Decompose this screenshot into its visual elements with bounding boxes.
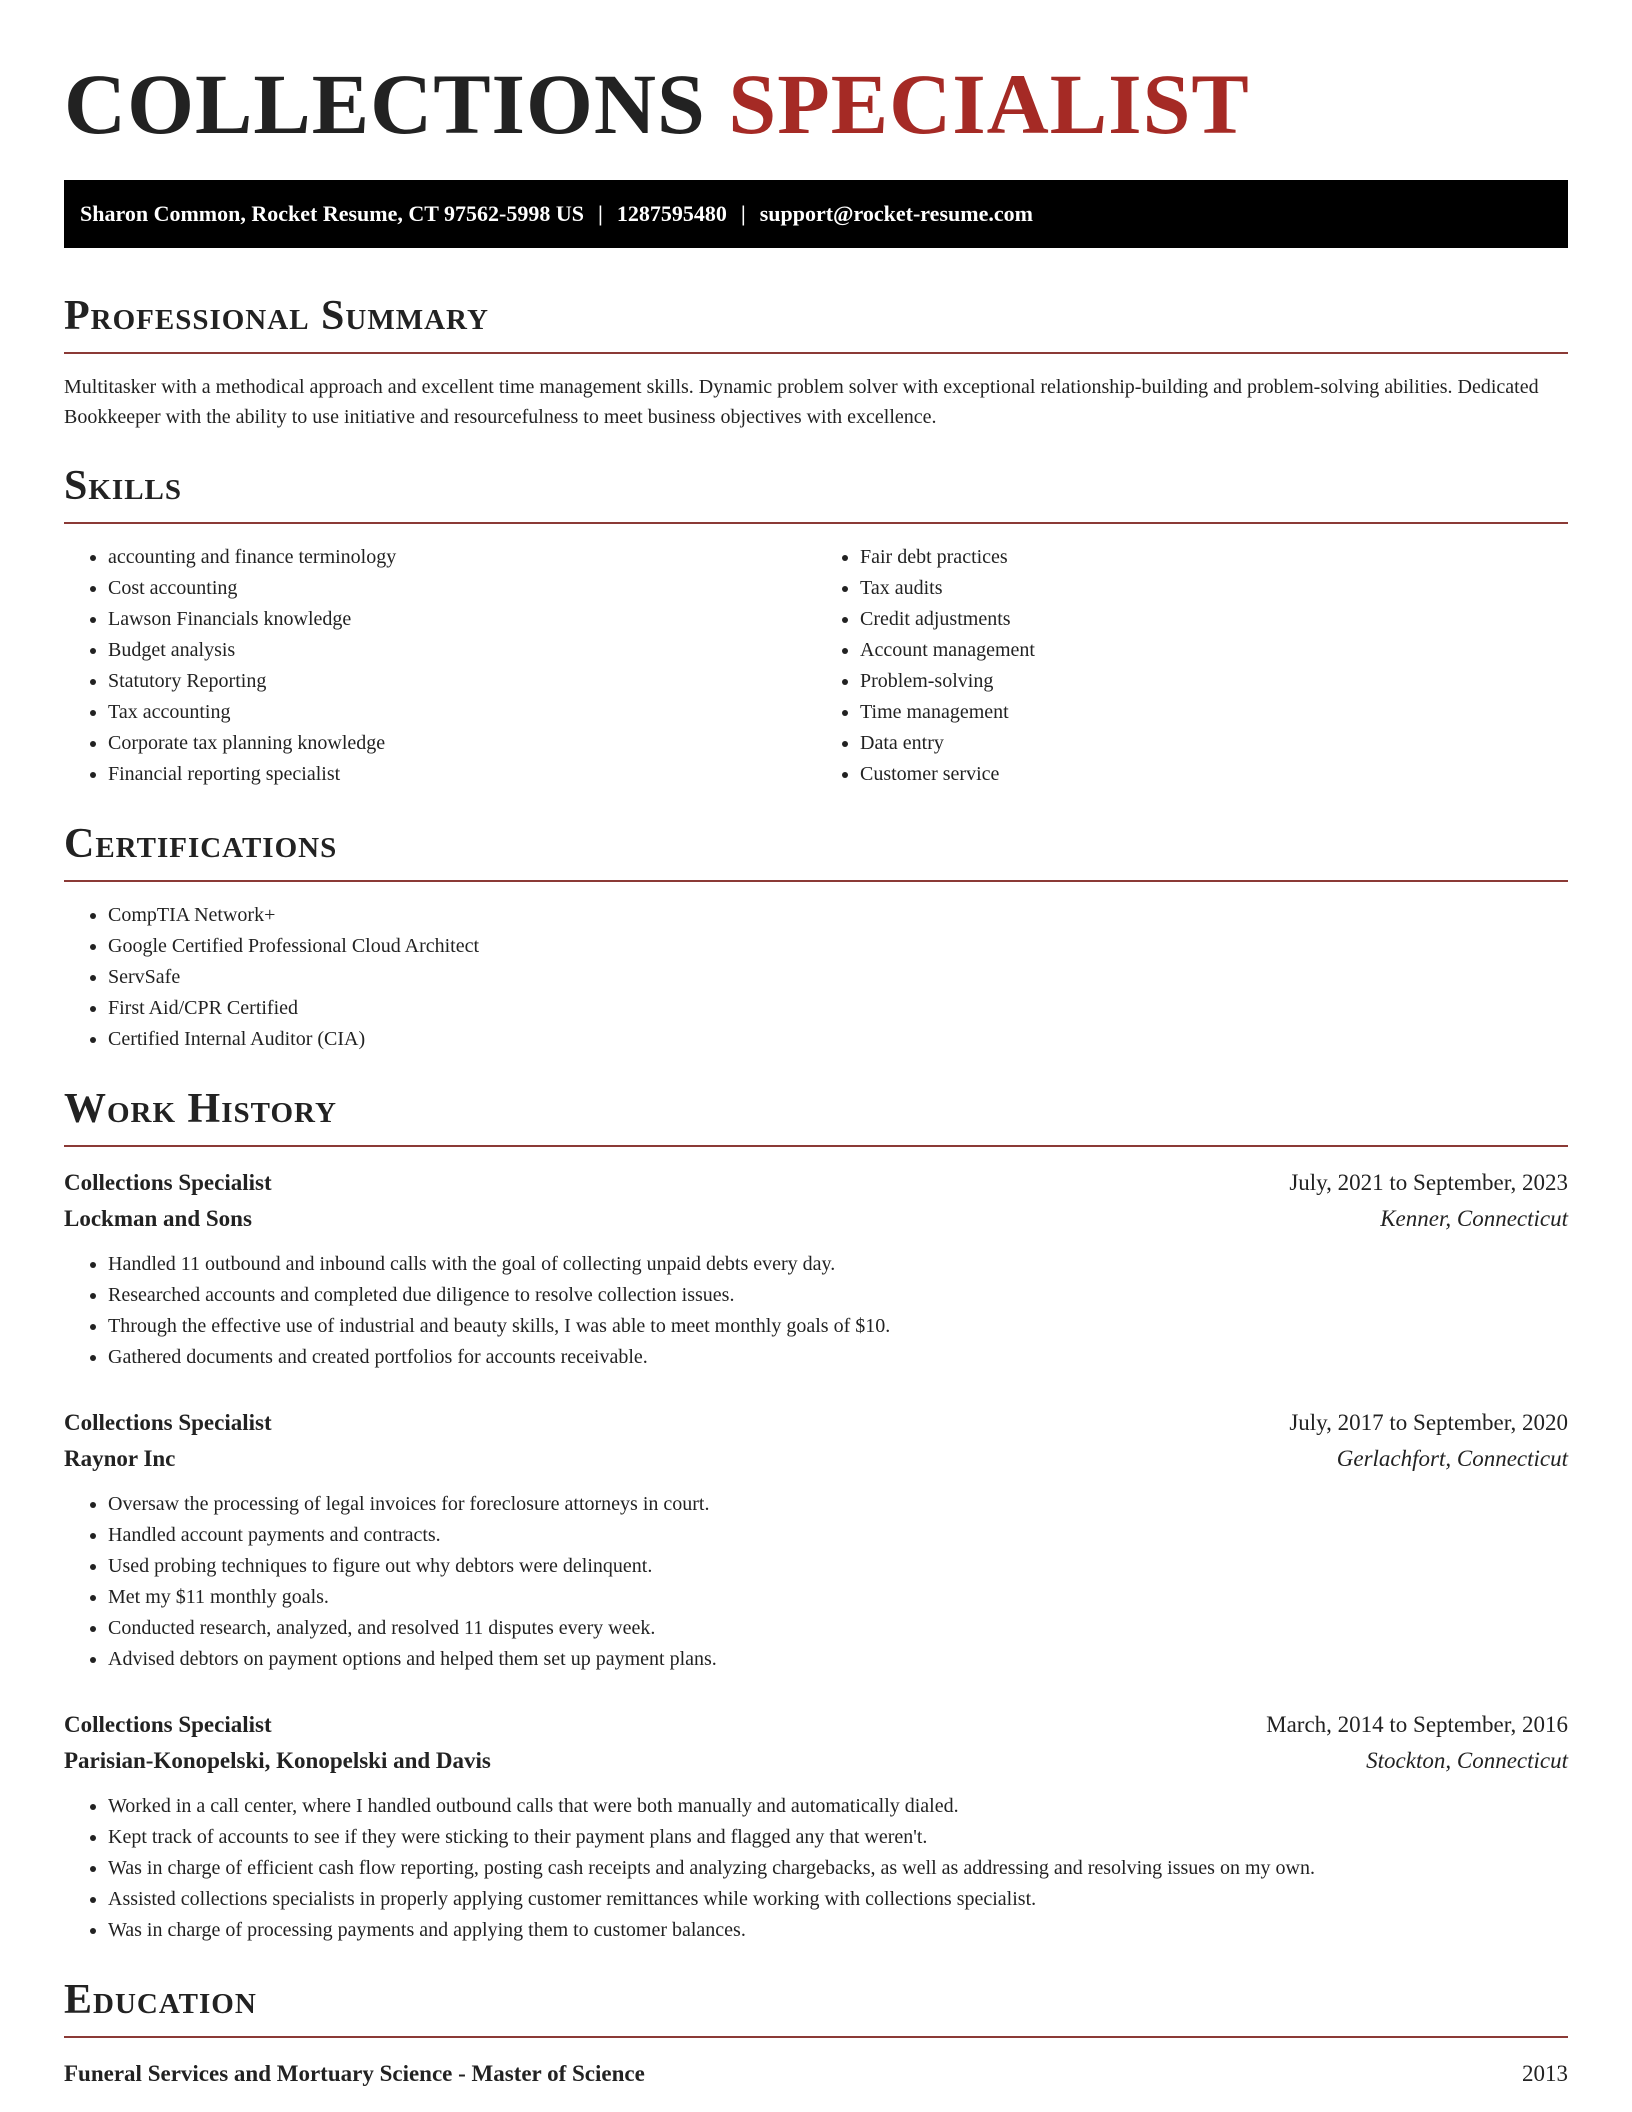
skill-item: • Problem-solving	[860, 666, 1568, 697]
job-bullet: • Oversaw the processing of legal invoices for foreclosure attorneys in court.	[108, 1489, 1568, 1520]
job-bullets	[64, 1791, 1568, 1946]
skill-item: • Statutory Reporting	[108, 666, 816, 697]
summary-text: Multitasker with a methodical approach and excellent time management skills. Dynamic problem solver with exceptional relationship-building and problem-solving abilities. Dedicated Bookkeeper with the ability to use initiative and resourcefulness to meet business objectives with excellence.	[64, 376, 1539, 428]
contact-bar	[64, 180, 1568, 248]
education-year: 2013	[1522, 2061, 1568, 2086]
contact-email: support@rocket-resume.com	[759, 201, 1033, 226]
job-bullet: • Advised debtors on payment options and helped them set up payment plans.	[108, 1644, 1568, 1675]
job-header-row	[64, 1165, 1568, 1201]
skill-item: • Customer service	[860, 759, 1568, 790]
education-section	[64, 1976, 1568, 2092]
skill-item: • Account management	[860, 635, 1568, 666]
job-bullet: • Gathered documents and created portfolios for accounts receivable.	[108, 1342, 1568, 1373]
education-degree: Funeral Services and Mortuary Science - Master of Science	[64, 2061, 645, 2086]
job-bullets	[64, 1489, 1568, 1675]
skills-list-right	[816, 542, 1568, 790]
skill-item: • accounting and finance terminology	[108, 542, 816, 573]
job-bullet: • Worked in a call center, where I handled outbound calls that were both manually and automatically dialed.	[108, 1791, 1568, 1822]
job-dates: July, 2021 to September, 2023	[1289, 1170, 1568, 1195]
skill-item: • Corporate tax planning knowledge	[108, 728, 816, 759]
section-divider	[64, 2036, 1568, 2038]
contact-separator: |	[740, 201, 746, 226]
section-heading-work-history: Work History	[64, 1086, 337, 1132]
skill-item: • Lawson Financials knowledge	[108, 604, 816, 635]
skill-item: • Credit adjustments	[860, 604, 1568, 635]
skill-item: • Tax audits	[860, 573, 1568, 604]
job-entry	[64, 1405, 1568, 1675]
job-bullets	[64, 1249, 1568, 1373]
job-entry	[64, 1165, 1568, 1373]
certification-item: • Certified Internal Auditor (CIA)	[108, 1024, 1568, 1055]
job-company-row	[64, 1441, 1568, 1477]
certification-item: • ServSafe	[108, 962, 1568, 993]
job-entry	[64, 1707, 1568, 1946]
skills-column-right	[816, 542, 1568, 790]
contact-phone: 1287595480	[616, 201, 727, 226]
skill-item: • Fair debt practices	[860, 542, 1568, 573]
job-location: Gerlachfort, Connecticut	[1336, 1446, 1568, 1471]
job-company: Lockman and Sons	[64, 1206, 252, 1231]
certification-item: • CompTIA Network+	[108, 900, 1568, 931]
contact-address: Sharon Common, Rocket Resume, CT 97562-5998 US	[80, 201, 584, 226]
job-dates: July, 2017 to September, 2020	[1289, 1410, 1568, 1435]
job-company-row	[64, 1743, 1568, 1779]
job-title: Collections Specialist	[64, 1410, 272, 1435]
job-bullet: • Assisted collections specialists in properly applying customer remittances while working with collections specialist.	[108, 1884, 1568, 1915]
summary-section	[64, 292, 1568, 432]
skills-section	[64, 462, 1568, 790]
work-history-section	[64, 1085, 1568, 1946]
job-title: Collections Specialist	[64, 1170, 272, 1195]
skill-item: • Data entry	[860, 728, 1568, 759]
section-heading-certifications: Certifications	[64, 821, 338, 867]
job-bullet: • Conducted research, analyzed, and resolved 11 disputes every week.	[108, 1613, 1568, 1644]
section-divider	[64, 880, 1568, 882]
skill-item: • Financial reporting specialist	[108, 759, 816, 790]
skills-list-left	[64, 542, 816, 790]
job-bullet: • Handled account payments and contracts.	[108, 1520, 1568, 1551]
skill-item: • Budget analysis	[108, 635, 816, 666]
job-header-row	[64, 1405, 1568, 1441]
title-accent: SPECIALIST	[728, 56, 1250, 152]
job-title: Collections Specialist	[64, 1712, 272, 1737]
page-title	[64, 0, 1568, 150]
job-header-row	[64, 1707, 1568, 1743]
job-bullet: • Was in charge of processing payments and applying them to customer balances.	[108, 1915, 1568, 1946]
section-heading-education: Education	[64, 1977, 257, 2023]
section-heading-summary: Professional Summary	[64, 293, 489, 339]
certifications-list	[64, 900, 1568, 1055]
job-bullet: • Met my $11 monthly goals.	[108, 1582, 1568, 1613]
job-company-row	[64, 1201, 1568, 1237]
section-divider	[64, 522, 1568, 524]
job-bullet: • Used probing techniques to figure out why debtors were delinquent.	[108, 1551, 1568, 1582]
title-main: COLLECTIONS	[64, 56, 706, 152]
job-company: Parisian-Konopelski, Konopelski and Davis	[64, 1748, 491, 1773]
skill-item: • Time management	[860, 697, 1568, 728]
skills-columns	[64, 542, 1568, 790]
skill-item: • Cost accounting	[108, 573, 816, 604]
education-row	[64, 2056, 1568, 2092]
job-bullet: • Handled 11 outbound and inbound calls with the goal of collecting unpaid debts every day.	[108, 1249, 1568, 1280]
job-bullet: • Through the effective use of industrial and beauty skills, I was able to meet monthly goals of $10.	[108, 1311, 1568, 1342]
contact-separator: |	[597, 201, 603, 226]
job-bullet: • Researched accounts and completed due diligence to resolve collection issues.	[108, 1280, 1568, 1311]
job-location: Kenner, Connecticut	[1380, 1206, 1568, 1231]
job-location: Stockton, Connecticut	[1366, 1748, 1568, 1773]
section-heading-skills: Skills	[64, 463, 183, 509]
job-company: Raynor Inc	[64, 1446, 176, 1471]
job-bullet: • Kept track of accounts to see if they were sticking to their payment plans and flagged any that weren't.	[108, 1822, 1568, 1853]
skill-item: • Tax accounting	[108, 697, 816, 728]
certifications-section	[64, 820, 1568, 1055]
skills-column-left	[64, 542, 816, 790]
job-bullet: • Was in charge of efficient cash flow reporting, posting cash receipts and analyzing chargebacks, as well as addressing and resolving issues on my own.	[108, 1853, 1568, 1884]
certification-item: • First Aid/CPR Certified	[108, 993, 1568, 1024]
section-divider	[64, 1145, 1568, 1147]
job-dates: March, 2014 to September, 2016	[1266, 1712, 1568, 1737]
section-divider	[64, 352, 1568, 354]
certification-item: • Google Certified Professional Cloud Architect	[108, 931, 1568, 962]
